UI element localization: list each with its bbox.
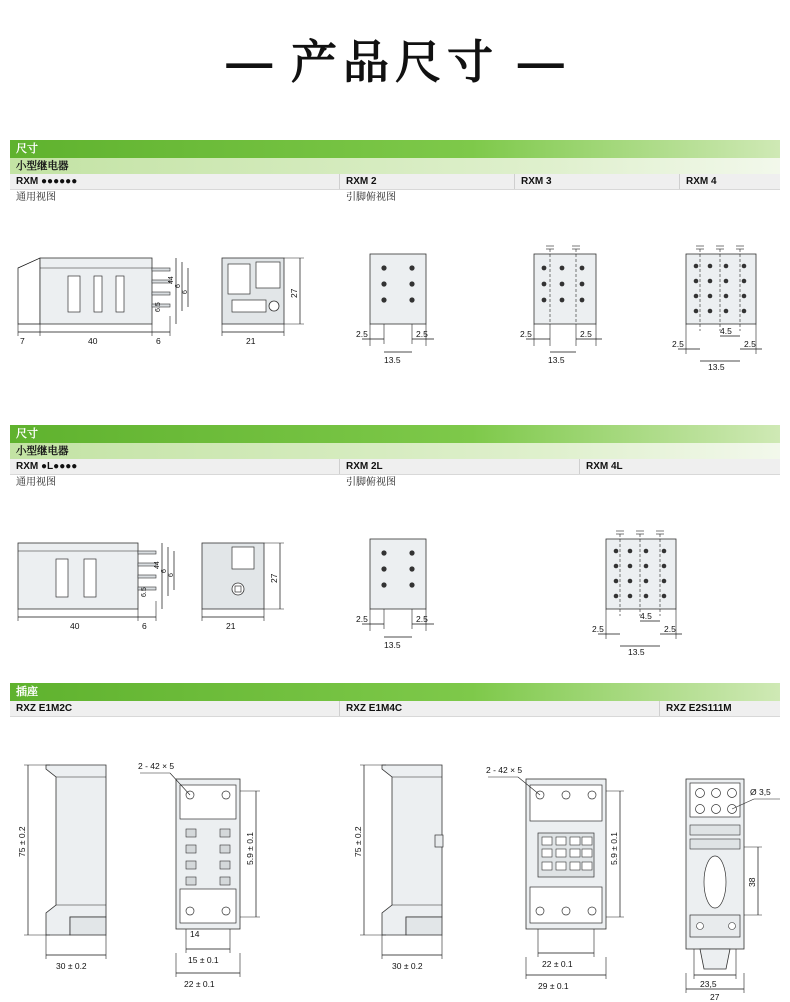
view-label-empty-1	[515, 190, 680, 206]
svg-text:2.5: 2.5	[416, 614, 428, 624]
svg-text:27: 27	[710, 992, 720, 1002]
svg-text:38: 38	[747, 877, 757, 887]
view-label-general-1: 通用视图	[16, 192, 56, 203]
svg-text:6.5: 6.5	[155, 302, 162, 312]
svg-text:5.9 ± 0.1: 5.9 ± 0.1	[609, 831, 619, 865]
svg-text:22 ± 0.1: 22 ± 0.1	[184, 979, 215, 989]
column-header-rxz-e1m4c: RXZ E1M4C	[340, 701, 660, 716]
svg-text:6: 6	[168, 573, 175, 577]
svg-text:2 - 42 × 5: 2 - 42 × 5	[486, 765, 523, 775]
section-1-view-labels	[10, 190, 780, 206]
svg-text:13.5: 13.5	[628, 647, 645, 656]
svg-text:2.5: 2.5	[664, 624, 676, 634]
column-header-rxm4: RXM 4	[680, 174, 780, 189]
svg-text:13.5: 13.5	[384, 640, 401, 650]
svg-text:21: 21	[246, 336, 256, 346]
column-header-rxm: RXM ●●●●●●	[10, 174, 340, 189]
svg-text:13.5: 13.5	[384, 355, 401, 365]
svg-text:13.5: 13.5	[708, 362, 725, 371]
svg-text:40: 40	[70, 621, 80, 631]
svg-text:44: 44	[154, 561, 161, 569]
figure-e1m2c-side	[17, 765, 106, 971]
section-3-figures	[10, 717, 780, 1002]
svg-text:2 - 42 × 5: 2 - 42 × 5	[138, 761, 175, 771]
section-dimensions-1	[10, 140, 780, 371]
column-header-rxml: RXM ●L●●●●	[10, 459, 340, 474]
title-text: 产品尺寸	[291, 36, 499, 88]
view-label-empty-3	[580, 475, 780, 491]
section-1-figures	[10, 206, 780, 371]
figure-rxm2-pin-view	[356, 254, 434, 365]
section-1-column-headers	[10, 174, 780, 190]
section-sockets	[10, 683, 780, 1002]
figure-rxm4l-pin-view	[592, 531, 682, 656]
section-2-column-headers	[10, 459, 780, 475]
figure-rxm4-pin-view	[672, 246, 762, 371]
figure-rxml-front-view	[202, 543, 284, 631]
svg-text:29 ± 0.1: 29 ± 0.1	[538, 981, 569, 991]
svg-text:75 ± 0.2: 75 ± 0.2	[353, 826, 363, 857]
svg-text:2.5: 2.5	[520, 329, 532, 339]
svg-text:30 ± 0.2: 30 ± 0.2	[392, 961, 423, 971]
page-title	[0, 0, 790, 102]
section-1-band: 尺寸	[10, 140, 780, 158]
svg-text:15 ± 0.1: 15 ± 0.1	[188, 955, 219, 965]
svg-text:2.5: 2.5	[356, 329, 368, 339]
view-label-pin-top-1: 引脚俯视图	[346, 192, 396, 203]
figure-e1m2c-top	[138, 761, 260, 989]
figure-rxml-side-view	[18, 543, 175, 631]
section-3-column-headers	[10, 701, 780, 717]
section-2-band: 尺寸	[10, 425, 780, 443]
section-2-view-labels	[10, 475, 780, 491]
figure-rxm-side-view	[18, 258, 189, 346]
column-header-rxz-e1m2c: RXZ E1M2C	[10, 701, 340, 716]
svg-text:2.5: 2.5	[744, 339, 756, 349]
svg-text:6.5: 6.5	[141, 587, 148, 597]
section-1-subband: 小型继电器	[10, 158, 780, 174]
svg-text:27: 27	[269, 573, 279, 583]
figure-rxm2l-pin-view	[356, 539, 434, 650]
figure-rxm-front-view	[222, 258, 304, 346]
svg-text:2.5: 2.5	[580, 329, 592, 339]
view-label-general-2: 通用视图	[16, 477, 56, 488]
svg-text:2.5: 2.5	[356, 614, 368, 624]
svg-text:75 ± 0.2: 75 ± 0.2	[17, 826, 27, 857]
figure-e1m4c-side	[353, 765, 443, 971]
svg-text:4.5: 4.5	[640, 611, 652, 621]
section-3-band: 插座	[10, 683, 780, 701]
svg-text:21: 21	[226, 621, 236, 631]
svg-text:2.5: 2.5	[416, 329, 428, 339]
svg-text:2.5: 2.5	[592, 624, 604, 634]
column-header-rxm3: RXM 3	[515, 174, 680, 189]
figure-e1m4c-top	[486, 765, 624, 991]
svg-text:Ø 3,5: Ø 3,5	[750, 787, 771, 797]
column-header-rxm4l: RXM 4L	[580, 459, 780, 474]
section-2-figures	[10, 491, 780, 656]
svg-text:7: 7	[20, 336, 25, 346]
svg-text:22 ± 0.1: 22 ± 0.1	[542, 959, 573, 969]
svg-text:5.9 ± 0.1: 5.9 ± 0.1	[245, 831, 255, 865]
title-dash-right: —	[517, 36, 564, 88]
svg-text:2.5: 2.5	[672, 339, 684, 349]
figure-e2s111m	[686, 779, 780, 1002]
column-header-rxm2: RXM 2	[340, 174, 515, 189]
svg-text:14: 14	[190, 929, 200, 939]
svg-text:4.5: 4.5	[720, 326, 732, 336]
svg-text:44: 44	[168, 276, 175, 284]
svg-text:23,5: 23,5	[700, 979, 717, 989]
view-label-pin-top-2: 引脚俯视图	[346, 477, 396, 488]
column-header-rxz-e2s111m: RXZ E2S111M	[660, 701, 780, 716]
svg-text:6: 6	[156, 336, 161, 346]
section-dimensions-2	[10, 425, 780, 656]
figure-rxm3-pin-view	[520, 246, 602, 365]
svg-text:6: 6	[161, 569, 168, 573]
svg-text:27: 27	[289, 288, 299, 298]
section-2-subband: 小型继电器	[10, 443, 780, 459]
svg-text:6: 6	[142, 621, 147, 631]
title-dash-left: —	[226, 36, 273, 88]
svg-text:13.5: 13.5	[548, 355, 565, 365]
svg-text:30 ± 0.2: 30 ± 0.2	[56, 961, 87, 971]
view-label-empty-2	[680, 190, 780, 206]
svg-text:6: 6	[175, 284, 182, 288]
svg-text:6: 6	[182, 290, 189, 294]
column-header-rxm2l: RXM 2L	[340, 459, 580, 474]
svg-text:40: 40	[88, 336, 98, 346]
